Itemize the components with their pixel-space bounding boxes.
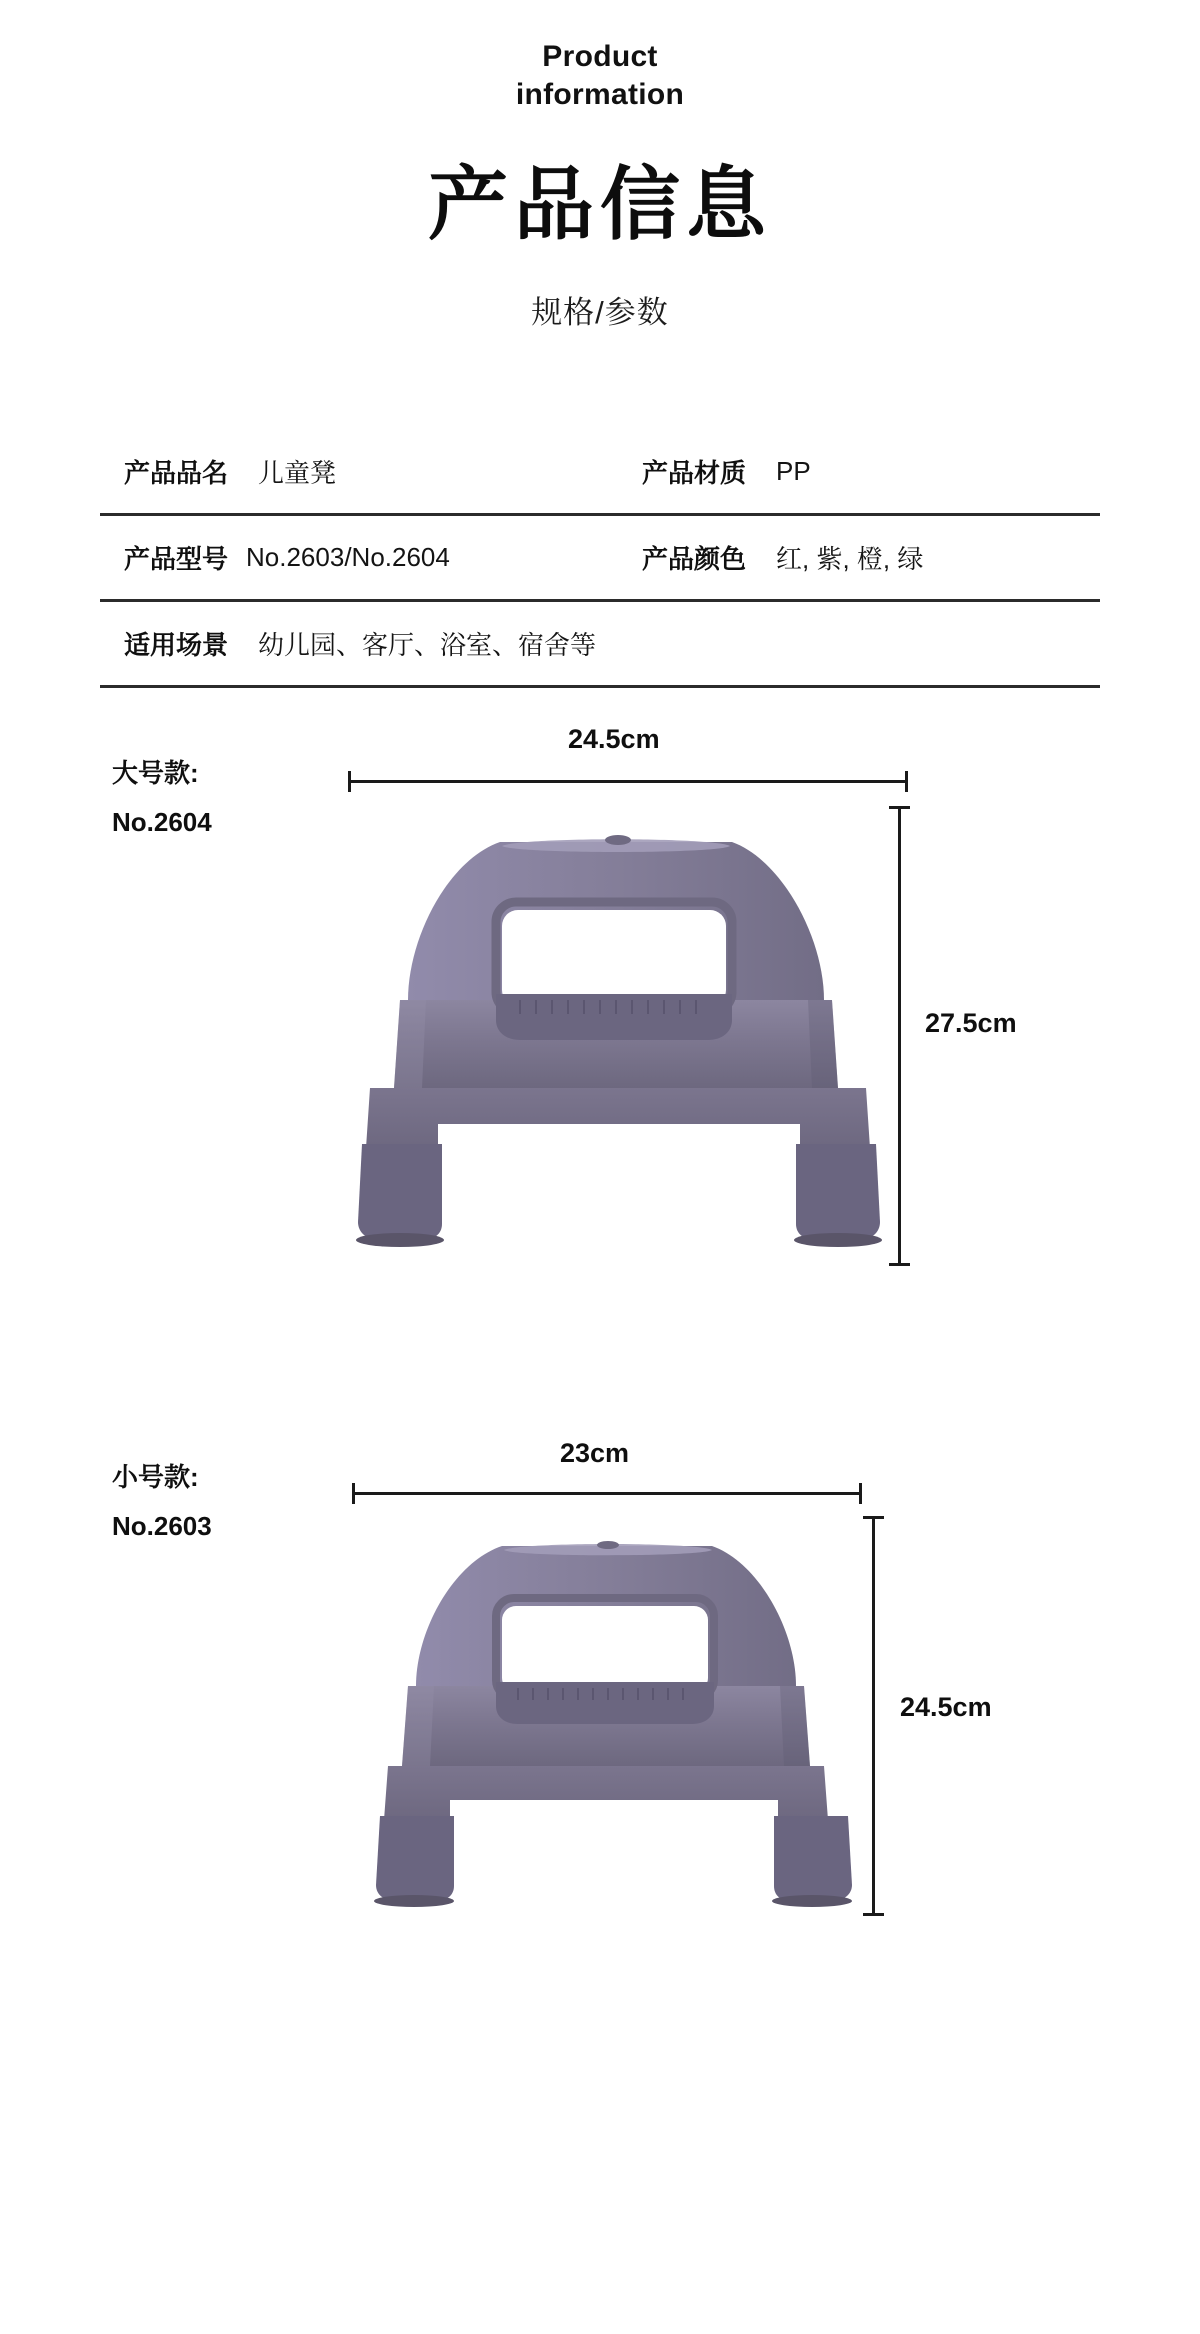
figure-caption-title: 小号款: bbox=[112, 1462, 199, 1492]
spec-label: 产品型号 bbox=[124, 544, 229, 574]
footer-spacer bbox=[0, 2028, 1200, 2068]
spec-label: 产品颜色 bbox=[642, 544, 747, 574]
figure-caption-large bbox=[112, 754, 212, 842]
figure-caption-code: No.2603 bbox=[112, 1511, 212, 1541]
eyebrow-line-2: information bbox=[515, 77, 685, 111]
eyebrow-line-1: Product bbox=[542, 40, 658, 73]
stool-illustration-large bbox=[330, 788, 910, 1278]
spec-value: 红, 紫, 橙, 绿 bbox=[776, 544, 924, 574]
figure-caption-title: 大号款: bbox=[112, 758, 199, 788]
spec-cell-name bbox=[100, 453, 630, 490]
spec-cell-scene bbox=[100, 625, 630, 662]
product-figure-small bbox=[0, 1438, 1200, 2028]
spec-value: 幼儿园、客厅、浴室、宿舍等 bbox=[258, 630, 597, 660]
page-header bbox=[0, 0, 1200, 332]
spec-cell-material bbox=[630, 453, 1100, 490]
eyebrow-text bbox=[0, 38, 1200, 113]
figure-caption-small bbox=[112, 1458, 212, 1546]
height-dimension-label-small: 24.5cm bbox=[900, 1692, 992, 1722]
spec-value: PP bbox=[776, 456, 811, 486]
spec-cell-model bbox=[100, 539, 630, 576]
width-dimension-rule-large bbox=[348, 780, 908, 783]
spec-label: 产品材质 bbox=[642, 458, 747, 488]
width-dimension-rule-small bbox=[352, 1492, 862, 1495]
spec-label: 适用场景 bbox=[124, 630, 229, 660]
stool-illustration-small bbox=[350, 1500, 880, 1930]
stool-image-large bbox=[330, 788, 910, 1278]
spec-value: 儿童凳 bbox=[258, 458, 337, 488]
spec-label: 产品品名 bbox=[124, 458, 229, 488]
table-row bbox=[100, 602, 1100, 688]
table-row bbox=[100, 430, 1100, 516]
height-dimension-label-large: 27.5cm bbox=[925, 1008, 1017, 1038]
product-figure-large bbox=[0, 688, 1200, 1448]
page-subtitle: 规格/参数 bbox=[531, 295, 669, 330]
spec-cell-color bbox=[630, 539, 1100, 576]
page-title: 产品信息 bbox=[428, 160, 772, 249]
stool-image-small bbox=[350, 1500, 880, 1930]
figure-caption-code: No.2604 bbox=[112, 807, 212, 837]
spec-table bbox=[100, 430, 1100, 688]
spec-value: No.2603/No.2604 bbox=[246, 542, 450, 572]
width-dimension-label-small: 23cm bbox=[560, 1438, 630, 1468]
table-row bbox=[100, 516, 1100, 602]
width-dimension-label-large: 24.5cm bbox=[568, 724, 660, 754]
